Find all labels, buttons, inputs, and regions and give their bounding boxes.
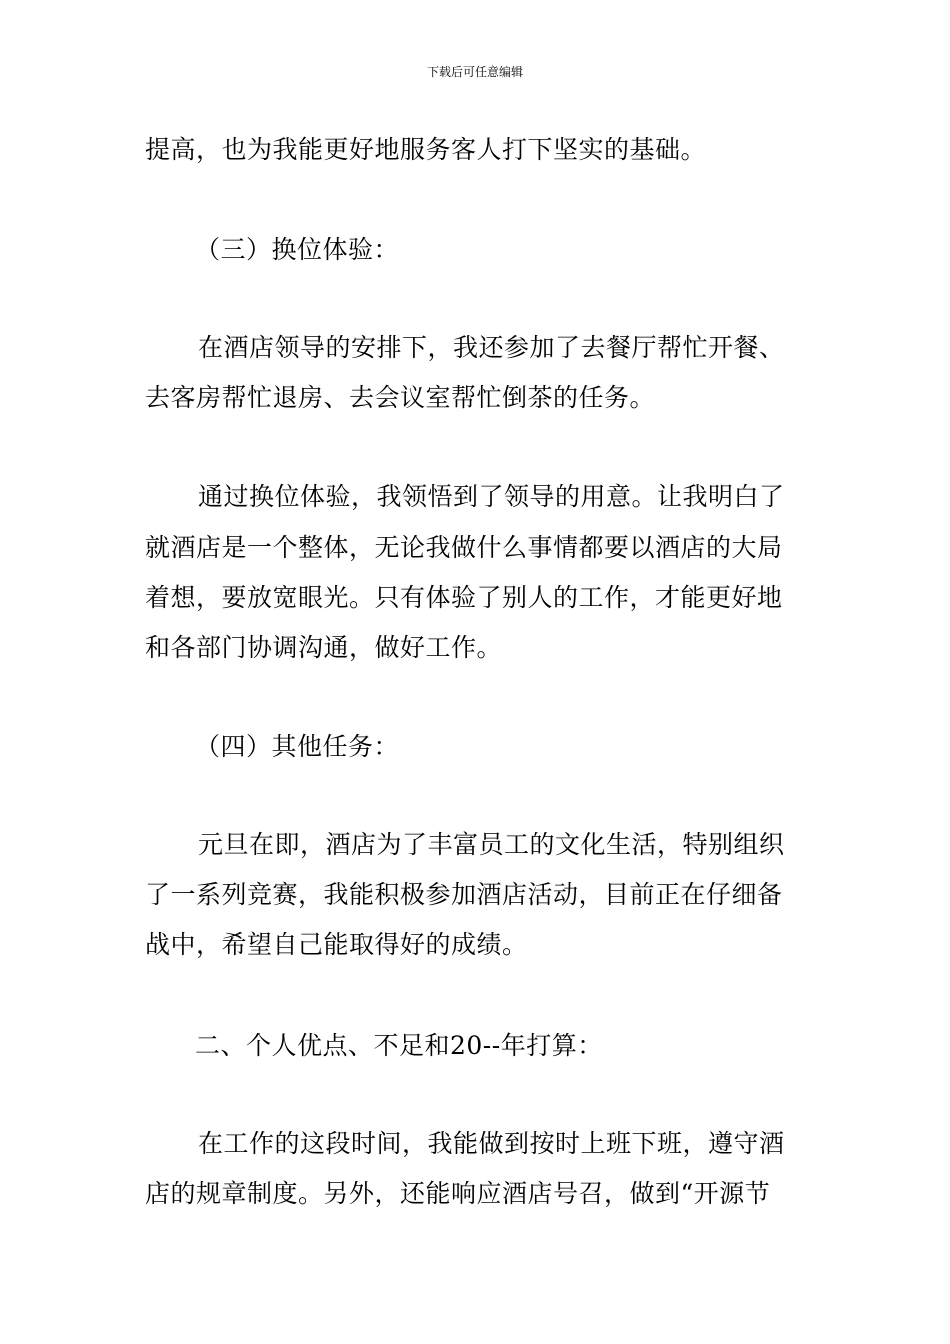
text-line: 提高，也为我能更好地服务客人打下坚实的基础。 (145, 135, 707, 164)
text-line: 去客房帮忙退房、去会议室帮忙倒茶的任务。 (145, 383, 656, 412)
text-line: 通过换位体验，我领悟到了领导的用意。让我明白了 (198, 482, 785, 511)
text-line: 着想，要放宽眼光。只有体验了别人的工作，才能更好地 (145, 583, 783, 612)
text-line: 在工作的这段时间，我能做到按时上班下班，遵守酒 (198, 1129, 785, 1158)
page-header: 下载后可任意编辑 (426, 65, 523, 79)
section-heading: 二、个人优点、不足和20--年打算： (195, 1031, 603, 1060)
section-heading: （四）其他任务： (195, 732, 400, 761)
text-line: 就酒店是一个整体，无论我做什么事情都要以酒店的大局 (145, 533, 783, 562)
text-line: 元旦在即，酒店为了丰富员工的文化生活，特别组织 (198, 830, 785, 859)
text-line: 了一系列竞赛，我能积极参加酒店活动，目前正在仔细备 (145, 880, 783, 909)
text-line: 在酒店领导的安排下，我还参加了去餐厅帮忙开餐、 (198, 333, 785, 362)
text-line: 店的规章制度。另外，还能响应酒店号召，做到“开源节 (145, 1179, 771, 1208)
text-line: 和各部门协调沟通，做好工作。 (145, 633, 503, 662)
section-heading: （三）换位体验： (195, 235, 400, 264)
text-line: 战中，希望自己能取得好的成绩。 (145, 930, 528, 959)
